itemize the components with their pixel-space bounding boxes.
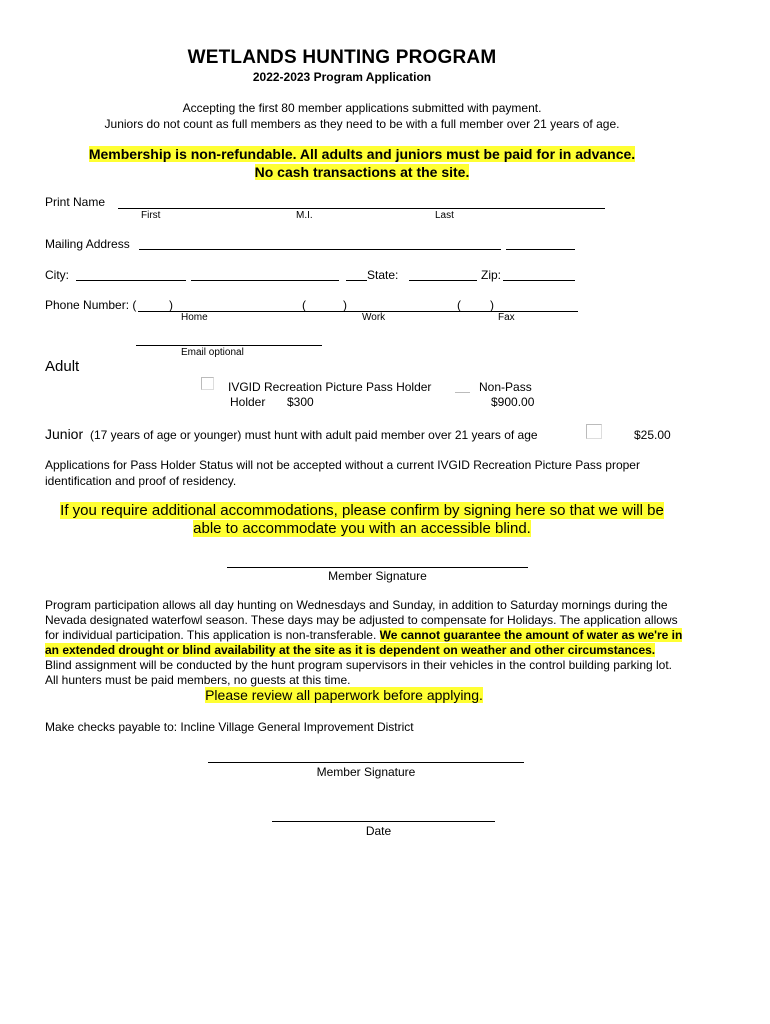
non-pass-price: $900.00: [491, 395, 535, 409]
intro-line-1: Accepting the first 80 member applications submitted with payment.: [182, 101, 542, 115]
phone-paren-1: ): [169, 298, 173, 312]
city-label: City:: [45, 268, 69, 282]
warning-line-2: No cash transactions at the site.: [254, 164, 470, 180]
member-signature-field-1[interactable]: [227, 567, 528, 568]
junior-description: (17 years of age or younger) must hunt with adult paid member over 21 years of age: [90, 428, 538, 442]
state-label: State:: [367, 268, 399, 282]
review-note: Please review all paperwork before applying.: [205, 687, 483, 703]
non-pass-label: Non-Pass: [479, 380, 532, 394]
date-field[interactable]: [272, 821, 495, 822]
mailing-address-field-2[interactable]: [506, 249, 575, 250]
phone-paren-3: ): [343, 298, 347, 312]
mailing-address-label: Mailing Address: [45, 237, 130, 251]
fax-label: Fax: [498, 312, 515, 323]
checks-note: Make checks payable to: Incline Village General Improvement District: [45, 720, 414, 734]
email-field[interactable]: [136, 345, 322, 346]
city-field-2[interactable]: [191, 280, 339, 281]
non-pass-checkbox[interactable]: [455, 392, 470, 393]
city-field[interactable]: [76, 280, 186, 281]
pass-holder-checkbox[interactable]: [201, 377, 214, 390]
junior-price: $25.00: [634, 428, 671, 442]
state-field[interactable]: [409, 280, 477, 281]
member-signature-label-2: Member Signature: [316, 765, 416, 779]
accommodation-line-1: If you require additional accommodations, please confirm by signing here so that we will be: [60, 502, 664, 519]
last-label: Last: [435, 210, 454, 221]
mailing-address-field[interactable]: [139, 249, 501, 250]
email-label: Email optional: [181, 347, 244, 358]
first-label: First: [141, 210, 161, 221]
pass-holder-price: $300: [287, 395, 314, 409]
program-paragraph: Program participation allows all day hunting on Wednesdays and Sunday, in addition to Saturday mornings during the Nevada designated waterfowl season. These days may be adjusted to compensate for Holidays. The application allows for individual participation. This application is non-transferable. We cannot guarantee the amount of water as we're in an extended drought or blind availability at the site as it is dependent on weather and other circumstances. Blind assignment will be conducted by the hunt program supervisors in their vehicles in the control building parking lot. All hunters must be paid members, no guests at this time.: [45, 598, 683, 687]
zip-label: Zip:: [481, 268, 502, 282]
page-title: WETLANDS HUNTING PROGRAM: [187, 47, 497, 68]
phone-paren-5: ): [490, 298, 494, 312]
mi-label: M.I.: [296, 210, 313, 221]
pass-holder-label-2: Holder: [230, 395, 266, 409]
intro-line-2: Juniors do not count as full members as they need to be with a full member over 21 years of age.: [104, 117, 620, 131]
member-signature-field-2[interactable]: [208, 762, 524, 763]
home-label: Home: [181, 312, 208, 323]
junior-checkbox[interactable]: [586, 424, 602, 439]
pass-note-line-2: identification and proof of residency.: [45, 474, 237, 488]
work-label: Work: [362, 312, 386, 323]
member-signature-label-1: Member Signature: [328, 569, 427, 583]
print-name-label: Print Name: [45, 195, 106, 209]
accommodation-line-2: able to accommodate you with an accessible blind.: [193, 520, 531, 537]
pass-note-line-1: Applications for Pass Holder Status will not be accepted without a current IVGID Recreation Picture Pass proper: [45, 458, 640, 472]
warning-line-1: Membership is non-refundable. All adults and juniors must be paid for in advance.: [88, 146, 636, 162]
pass-holder-label: IVGID Recreation Picture Pass Holder: [228, 380, 432, 394]
print-name-field[interactable]: [118, 208, 605, 209]
junior-heading: Junior: [45, 426, 84, 442]
date-label: Date: [365, 824, 392, 838]
phone-paren-4: (: [457, 298, 461, 312]
zip-field[interactable]: [503, 280, 575, 281]
adult-heading: Adult: [45, 358, 80, 375]
page-subtitle: 2022-2023 Program Application: [252, 70, 432, 84]
phone-paren-2: (: [302, 298, 306, 312]
phone-label: Phone Number: (: [45, 298, 137, 312]
city-field-3[interactable]: [346, 280, 367, 281]
